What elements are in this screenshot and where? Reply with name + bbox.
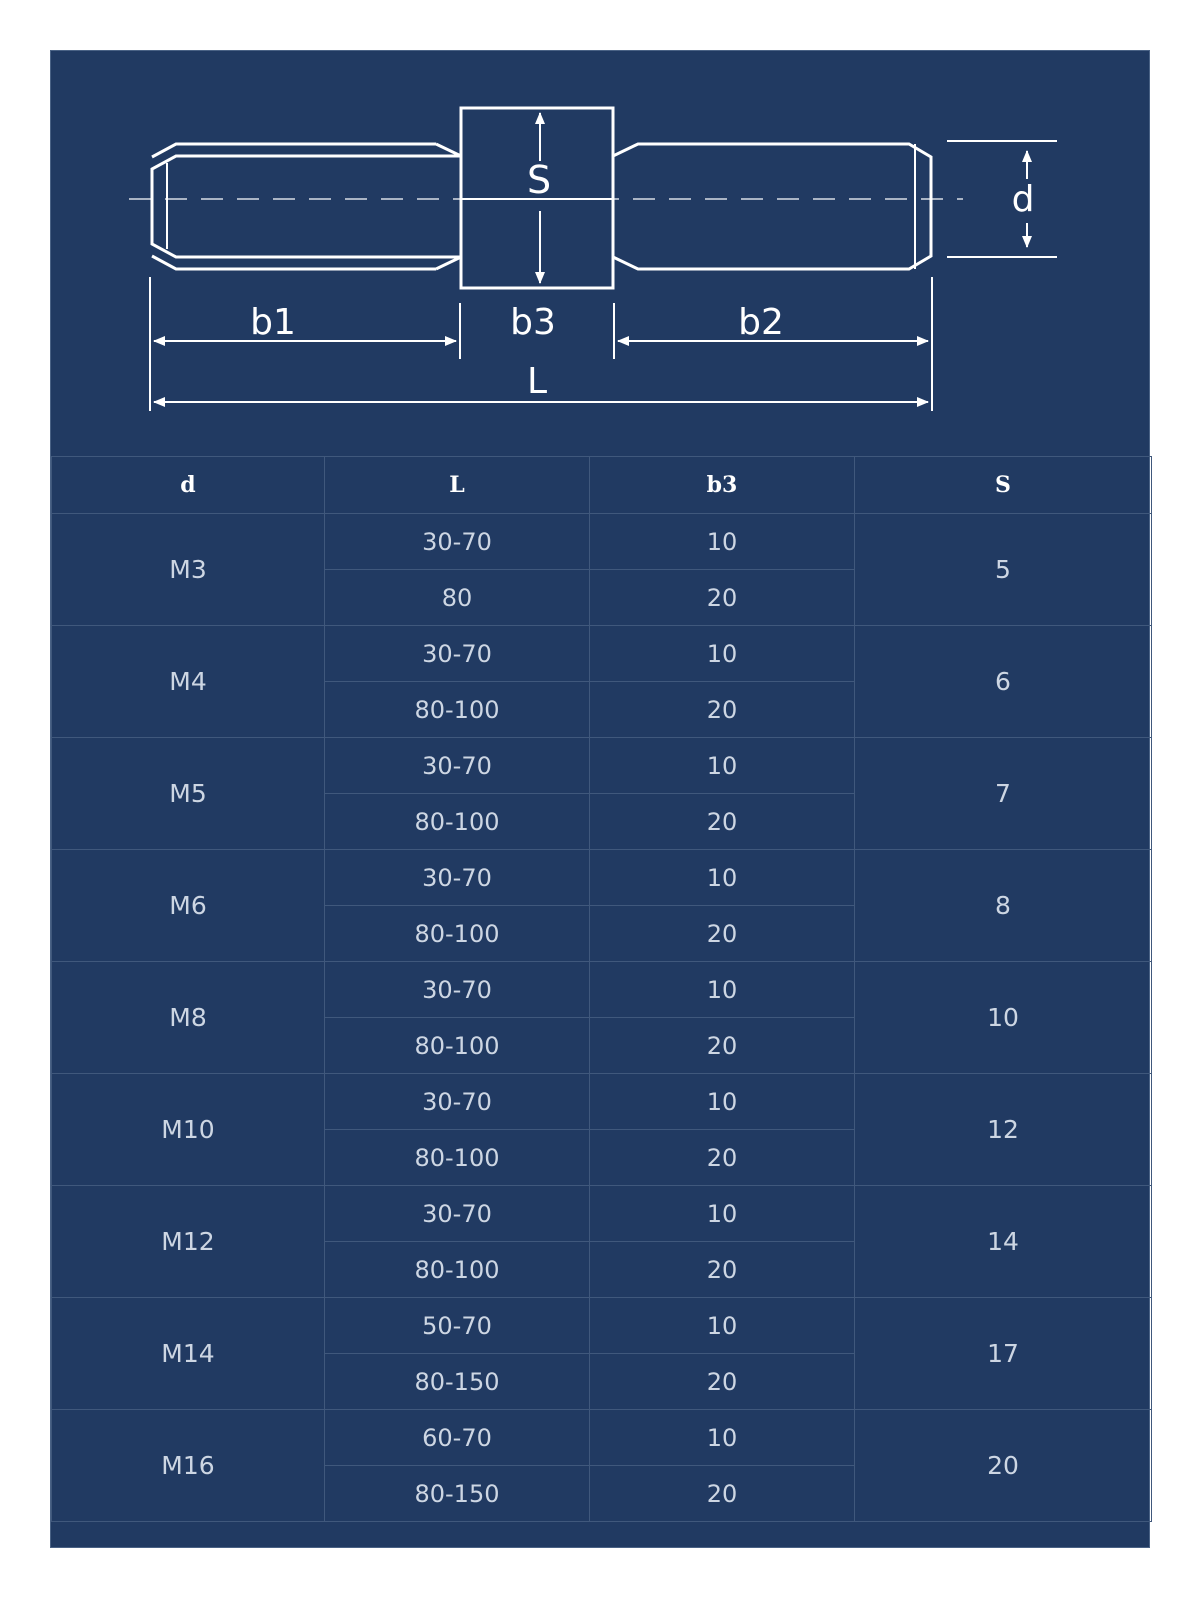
table-header-row: [52, 457, 1152, 514]
cell-l: 80-150: [325, 1466, 590, 1522]
cell-b3: 10: [590, 1410, 855, 1466]
header-d: d: [52, 457, 325, 514]
cell-s: 14: [855, 1186, 1152, 1298]
cell-s: 20: [855, 1410, 1152, 1522]
left-neck: [436, 144, 461, 269]
table-row: [52, 1074, 1152, 1130]
cell-b3: 20: [590, 682, 855, 738]
cell-b3: 20: [590, 794, 855, 850]
cell-s: 7: [855, 738, 1152, 850]
cell-b3: 20: [590, 1242, 855, 1298]
left-shank: [152, 156, 461, 257]
cell-b3: 10: [590, 1186, 855, 1242]
b2-label: b2: [738, 302, 784, 343]
cell-d: M3: [52, 514, 325, 626]
cell-b3: 20: [590, 1018, 855, 1074]
cell-l: 30-70: [325, 1074, 590, 1130]
cell-d: M14: [52, 1298, 325, 1410]
cell-l: 80-100: [325, 682, 590, 738]
cell-s: 12: [855, 1074, 1152, 1186]
left-outline: [152, 144, 436, 269]
cell-l: 80: [325, 570, 590, 626]
cell-d: M6: [52, 850, 325, 962]
spec-panel: [50, 50, 1150, 1548]
cell-l: 30-70: [325, 1186, 590, 1242]
cell-l: 30-70: [325, 626, 590, 682]
cell-b3: 10: [590, 514, 855, 570]
cell-b3: 20: [590, 906, 855, 962]
right-outline: [613, 144, 931, 269]
cell-l: 30-70: [325, 850, 590, 906]
table-row: [52, 626, 1152, 682]
b1-label: b1: [250, 302, 296, 343]
cell-b3: 20: [590, 1130, 855, 1186]
cell-l: 50-70: [325, 1298, 590, 1354]
s-label: S: [526, 158, 552, 202]
cell-l: 60-70: [325, 1410, 590, 1466]
table-row: [52, 962, 1152, 1018]
table-row: [52, 1298, 1152, 1354]
cell-l: 80-100: [325, 1018, 590, 1074]
cell-d: M8: [52, 962, 325, 1074]
cell-b3: 10: [590, 850, 855, 906]
cell-s: 6: [855, 626, 1152, 738]
header-b3: b3: [590, 457, 855, 514]
header-l: L: [325, 457, 590, 514]
cell-d: M5: [52, 738, 325, 850]
spec-table: [51, 456, 1152, 1522]
cell-b3: 20: [590, 1354, 855, 1410]
stud-diagram: [51, 51, 1151, 456]
cell-l: 30-70: [325, 738, 590, 794]
table-body: [52, 514, 1152, 1522]
header-s: S: [855, 457, 1152, 514]
cell-d: M16: [52, 1410, 325, 1522]
cell-l: 30-70: [325, 514, 590, 570]
cell-s: 8: [855, 850, 1152, 962]
l-label: L: [526, 361, 548, 402]
cell-d: M4: [52, 626, 325, 738]
cell-b3: 20: [590, 570, 855, 626]
cell-s: 5: [855, 514, 1152, 626]
cell-l: 30-70: [325, 962, 590, 1018]
table-row: [52, 850, 1152, 906]
cell-s: 10: [855, 962, 1152, 1074]
cell-l: 80-100: [325, 794, 590, 850]
cell-s: 17: [855, 1298, 1152, 1410]
cell-d: M10: [52, 1074, 325, 1186]
d-label: d: [1011, 179, 1035, 220]
cell-l: 80-100: [325, 1242, 590, 1298]
cell-l: 80-100: [325, 1130, 590, 1186]
b3-label: b3: [510, 302, 556, 343]
cell-l: 80-100: [325, 906, 590, 962]
cell-l: 80-150: [325, 1354, 590, 1410]
table-row: [52, 1186, 1152, 1242]
cell-b3: 10: [590, 962, 855, 1018]
cell-b3: 10: [590, 738, 855, 794]
table-row: [52, 514, 1152, 570]
table-row: [52, 1410, 1152, 1466]
cell-b3: 10: [590, 1074, 855, 1130]
cell-b3: 10: [590, 1298, 855, 1354]
cell-b3: 20: [590, 1466, 855, 1522]
table-row: [52, 738, 1152, 794]
cell-b3: 10: [590, 626, 855, 682]
cell-d: M12: [52, 1186, 325, 1298]
